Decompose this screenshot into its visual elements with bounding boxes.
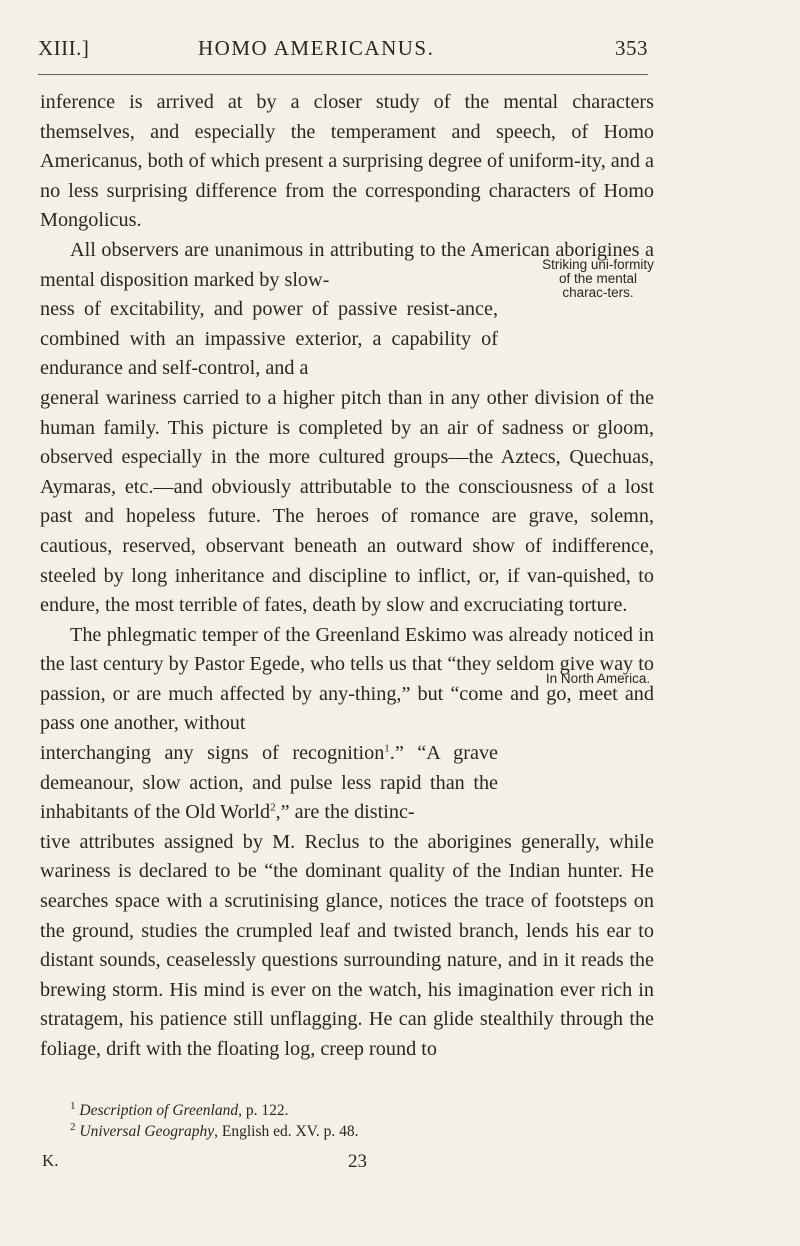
page-number: 353 [615, 36, 648, 60]
footnote-1-title: Description of Greenland [79, 1102, 239, 1119]
sidenote-uniformity: Striking uni-formity of the mental charac-ters. [542, 257, 654, 300]
paragraph-3-rest: tive attributes assigned by M. Reclus to the aborigines generally, while wariness is declared to be “the dominant quality of the Indian hunter. He searches space with a scrutinising glance, notices the trace of footsteps on the ground, studies the crumpled leaf and twisted branch, lends his ear to distant sounds, ceaselessly questions surrounding nature, and in it reads the brewing storm. His mind is ever on the watch, his imagination ever rich in stratagem, his patience still unflagging. He can glide stealthily through the foliage, drift with the floating log, creep round to [40, 830, 654, 1060]
footnote-1-mark: 1 [70, 1099, 76, 1112]
paragraph-3-lead: The phlegmatic temper of the Greenland Eskimo was already noticed in the last century by Pastor Egede, who tells us that “they seldom give way to passion, or are much affected by any-thing,” but “come and go, meet and pass one another, without [40, 623, 654, 735]
footnote-1 [70, 1100, 650, 1121]
sidenote-north-america: In North America. [545, 671, 651, 686]
paragraph-2-rest: general wariness carried to a higher pitch than in any other division of the human family. This picture is completed by an air of sadness or gloom, observed especially in the more cultured groups—the Aztecs, Quechuas, Aymaras, etc.—and obviously attributable to the consciousness of a lost past and hopeless future. The heroes of romance are grave, solemn, cautious, reserved, observant beneath an outward show of indifference, steeled by long inheritance and discipline to inflict, or, if van-quished, to endure, the most terrible of fates, death by slow and excruciating torture. [40, 386, 654, 617]
paragraph-1: inference is arrived at by a closer study of the mental characters themselves, and especially the temperament and speech, of Homo Americanus, both of which present a surprising degree of uniform-ity, and a no less surprising difference from the corresponding characters of Homo Mongolicus. [40, 91, 654, 232]
paragraph-3-narrow [40, 739, 654, 828]
footnote-2-title: Universal Geography [79, 1123, 215, 1140]
paragraph-3-narrow-c: ,” are the distinc- [275, 801, 415, 824]
paragraph-3-narrow-b: .” “A grave demeanour, slow action, and pulse less rapid than the inhabitants of the Old World [40, 742, 499, 824]
paragraph-2-narrow: ness of excitability, and power of passive resist-ance, combined with an impassive exterior, a capability of endurance and self-control, and a [40, 298, 498, 380]
footnote-2 [70, 1121, 650, 1142]
footnote-1-rest: , p. 122. [238, 1102, 289, 1119]
footnote-2-rest: , English ed. XV. p. 48. [214, 1123, 359, 1140]
paragraph-3-narrow-a: interchanging any signs of recognition [40, 742, 385, 765]
body-text [40, 88, 654, 1065]
footnote-ref-2: 2 [270, 801, 276, 814]
signature-mark: K. [42, 1151, 59, 1170]
signature-folio: 23 [348, 1151, 367, 1172]
running-title: HOMO AMERICANUS. [198, 36, 435, 60]
footnotes [70, 1100, 650, 1142]
header-rule [38, 74, 648, 75]
chapter-number: XIII.] [38, 36, 90, 60]
footnote-ref-1: 1 [384, 742, 390, 755]
paragraph-2-lead: All observers are unanimous in attributing to the American aborigines a mental disposition marked by slow- [40, 238, 654, 291]
running-header [38, 24, 648, 64]
footnote-2-mark: 2 [70, 1120, 76, 1133]
